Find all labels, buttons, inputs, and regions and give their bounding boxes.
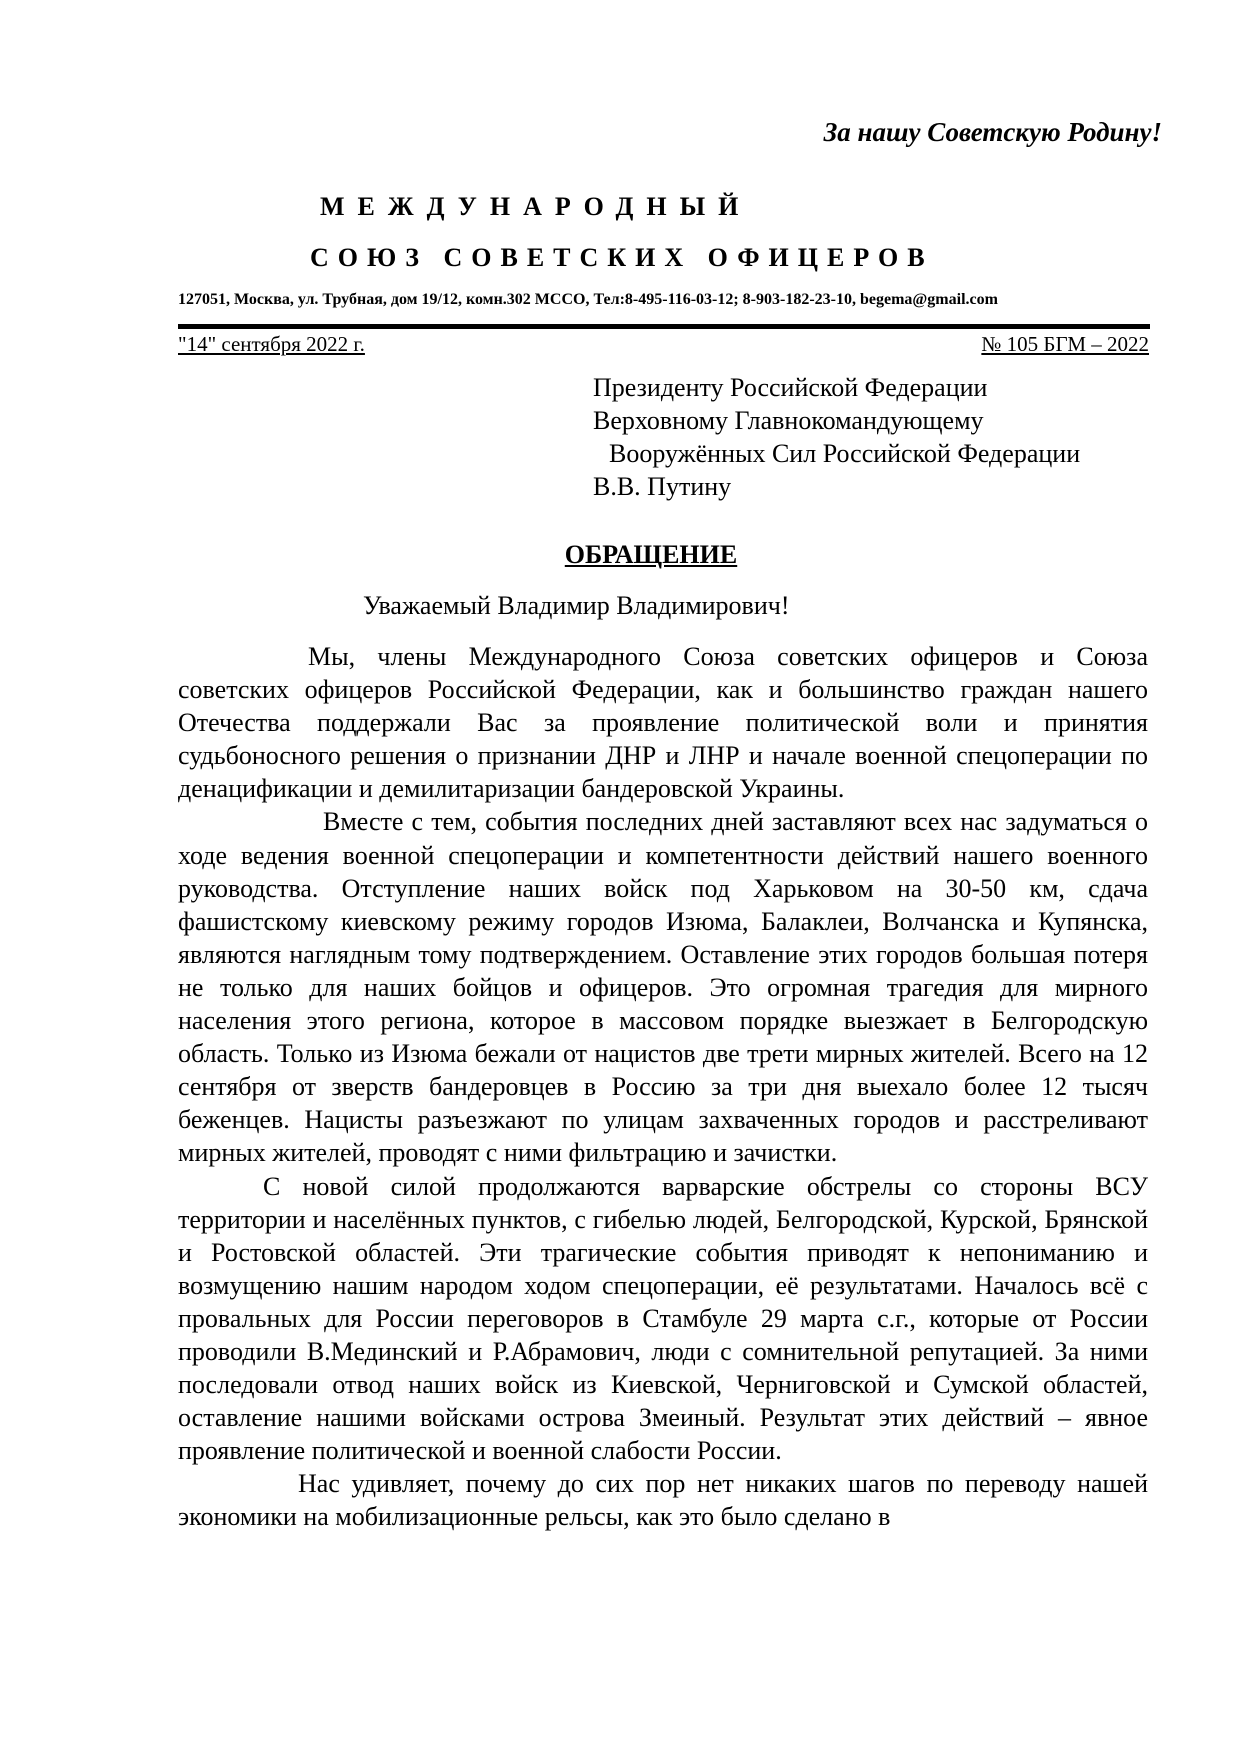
header-divider bbox=[178, 324, 1150, 329]
letter-number: № 105 БГМ – 2022 bbox=[981, 332, 1149, 356]
addressee-line: Верховному Главнокомандующему bbox=[593, 406, 984, 435]
organization-address: 127051, Москва, ул. Трубная, дом 19/12, комн.302 МССО, Тел:8-495-116-03-12; 8-903-182-23-10, begema@gmail.com bbox=[178, 291, 998, 308]
addressee-line: Президенту Российской Федерации bbox=[593, 373, 988, 402]
document-title: ОБРАЩЕНИЕ bbox=[564, 540, 738, 569]
organization-name-line1: МЕЖДУНАРОДНЫЙ bbox=[320, 192, 752, 221]
motto: За нашу Советскую Родину! bbox=[823, 117, 1162, 147]
letter-body bbox=[178, 640, 1148, 1534]
body-paragraph: Вместе с тем, события последних дней заставляют всех нас задуматься о ходе ведения военной спецоперации и компетентности действий нашего военного руководства. Отступление наших войск под Харьковом на 30-50 км, сдача фашистскому киевскому режиму городов Изюма, Балаклеи, Волчанска и Купянска, являются наглядным тому подтверждением. Оставление этих городов большая потеря не только для наших бойцов и офицеров. Это огромная трагедия для мирного населения этого региона, которое в массовом порядке выезжает в Белгородскую область. Только из Изюма бежали от нацистов две трети мирных жителей. Всего на 12 сентября от зверств бандеровцев в Россию за три дня выехало более 12 тысяч беженцев. Нацисты разъезжают по улицам захваченных городов и расстреливают мирных жителей, проводят с ними фильтрацию и зачистки. bbox=[178, 807, 1148, 1168]
body-paragraph: С новой силой продолжаются варварские обстрелы со стороны ВСУ территории и населённых пунктов, с гибелью людей, Белгородской, Курской, Брянской и Ростовской областей. Эти трагические события приводят к непониманию и возмущению нашим народом ходом спецоперации, её результатами. Началось всё с провальных для России переговоров в Стамбуле 29 марта с.г., которые от России проводили В.Мединский и Р.Абрамович, люди с сомнительной репутацией. За ними последовали отвод наших войск из Киевской, Черниговской и Сумской областей, оставление нашими войсками острова Змеиный. Результат этих действий – явное проявление политической и военной слабости России. bbox=[178, 1171, 1148, 1466]
salutation: Уважаемый Владимир Владимирович! bbox=[363, 591, 790, 620]
body-paragraph: Мы, члены Международного Союза советских офицеров и Союза советских офицеров Российской Федерации, как и большинство граждан нашего Отечества поддержали Вас за проявление политической воли и принятия судьбоносного решения о признании ДНР и ЛНР и начале военной спецоперации по денацификации и демилитаризации бандеровской Украины. bbox=[178, 642, 1148, 804]
body-paragraph: Нас удивляет, почему до сих пор нет никаких шагов по переводу нашей экономики на мобилизационные рельсы, как это было сделано в bbox=[178, 1469, 1148, 1532]
addressee-line: В.В. Путину bbox=[593, 472, 732, 501]
addressee-line: Вооружённых Сил Российской Федерации bbox=[609, 439, 1081, 468]
addressee-block bbox=[593, 371, 1080, 503]
letter-date: "14" сентября 2022 г. bbox=[178, 332, 365, 356]
organization-name-line2: СОЮЗ СОВЕТСКИХ ОФИЦЕРОВ bbox=[310, 243, 934, 272]
